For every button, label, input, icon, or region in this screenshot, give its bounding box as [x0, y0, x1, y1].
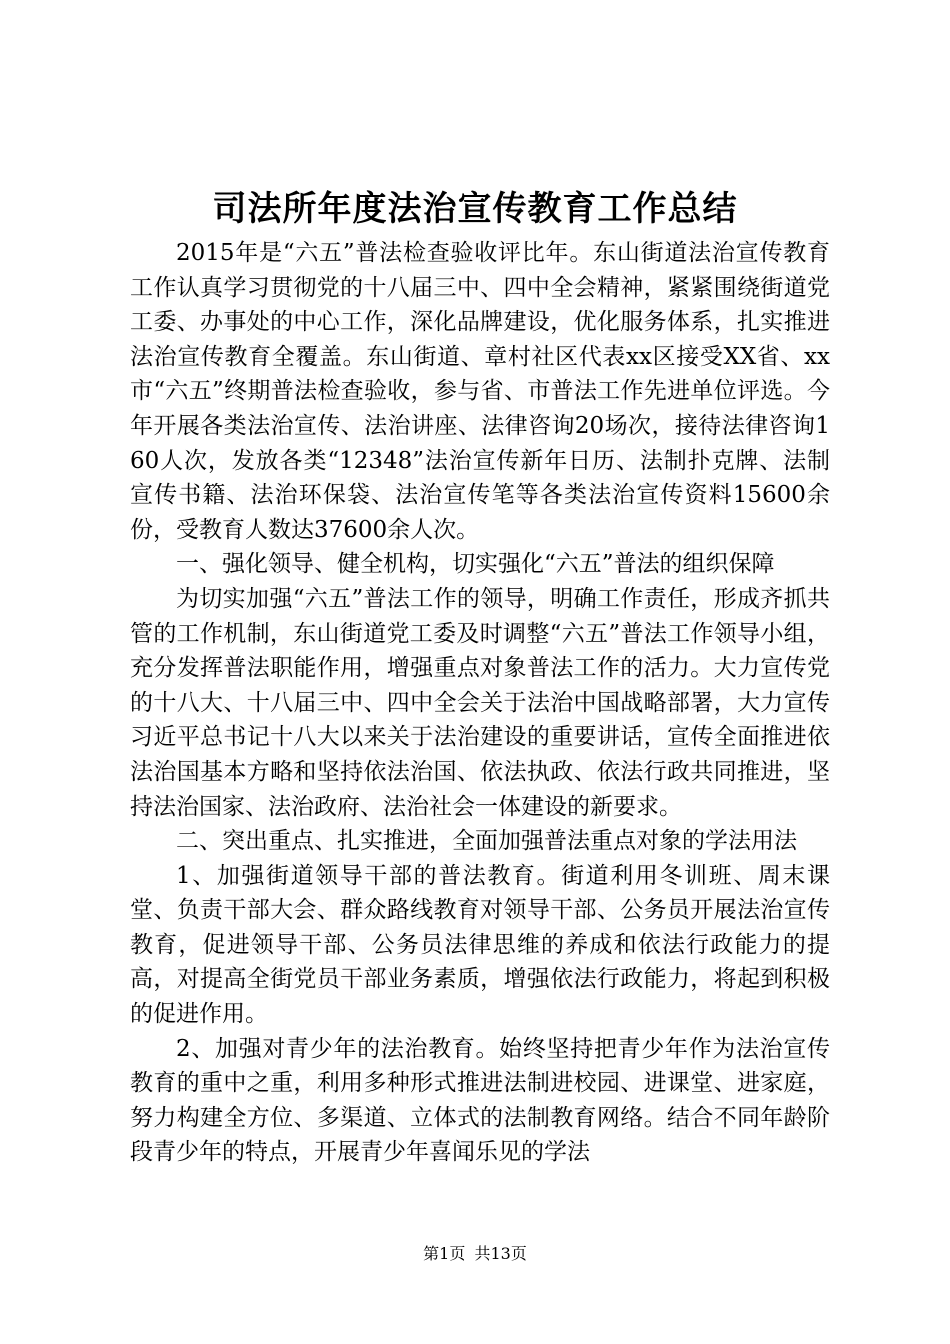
section-heading-2: 二、突出重点、扎实推进，全面加强普法重点对象的学法用法 — [176, 828, 797, 855]
section-1-paragraph: 为切实加强“六五”普法工作的领导，明确工作责任，形成齐抓共管的工作机制，东山街道党工委及时调整“六五”普法工作领导小组，充分发挥普法职能作用，增强重点对象普法工作的活力。大力宣传党的十八大、十八届三中、四中全会关于法治中国战略部署，大力宣传习近平总书记十八大以来关于法治建设的重要讲话，宣传全面推进依法治国基本方略和坚持依法治国、依法执政、依法行政共同推进，坚持法治国家、法治政府、法治社会一体建设的新要求。 — [130, 585, 830, 820]
intro-paragraph: 2015年是“六五”普法检查验收评比年。东山街道法治宣传教育工作认真学习贯彻党的十八届三中、四中全会精神，紧紧围绕街道党工委、办事处的中心工作，深化品牌建设，优化服务体系，扎实推进法治宣传教育全覆盖。东山街道、章村社区代表xx区接受XX省、xx市“六五”终期普法检查验收，参与省、市普法工作先进单位评选。今年开展各类法治宣传、法治讲座、法律咨询20场次，接待法律咨询160人次，发放各类“12348”法治宣传新年日历、法制扑克牌、法制宣传书籍、法治环保袋、法治宣传笔等各类法治宣传资料15600余份，受教育人数达37600余人次。 — [130, 240, 830, 543]
document-body — [130, 236, 830, 1170]
page-total: 共13页 — [474, 1244, 527, 1263]
section-heading-1: 一、强化领导、健全机构，切实强化“六五”普法的组织保障 — [176, 551, 775, 578]
page-number: 第1页 — [423, 1244, 466, 1263]
document-title: 司法所年度法治宣传教育工作总结 — [212, 189, 738, 229]
page-footer — [0, 1243, 950, 1265]
section-2-item-2: 2、加强对青少年的法治教育。始终坚持把青少年作为法治宣传教育的重中之重，利用多种形式推进法制进校园、进课堂、进家庭，努力构建全方位、多渠道、立体式的法制教育网络。结合不同年龄阶段青少年的特点，开展青少年喜闻乐见的学法 — [130, 1035, 830, 1166]
section-2-item-1: 1、加强街道领导干部的普法教育。街道利用冬训班、周末课堂、负责干部大会、群众路线教育对领导干部、公务员开展法治宣传教育，促进领导干部、公务员法律思维的养成和依法行政能力的提高，对提高全街党员干部业务素质，增强依法行政能力，将起到积极的促进作用。 — [130, 862, 830, 1028]
